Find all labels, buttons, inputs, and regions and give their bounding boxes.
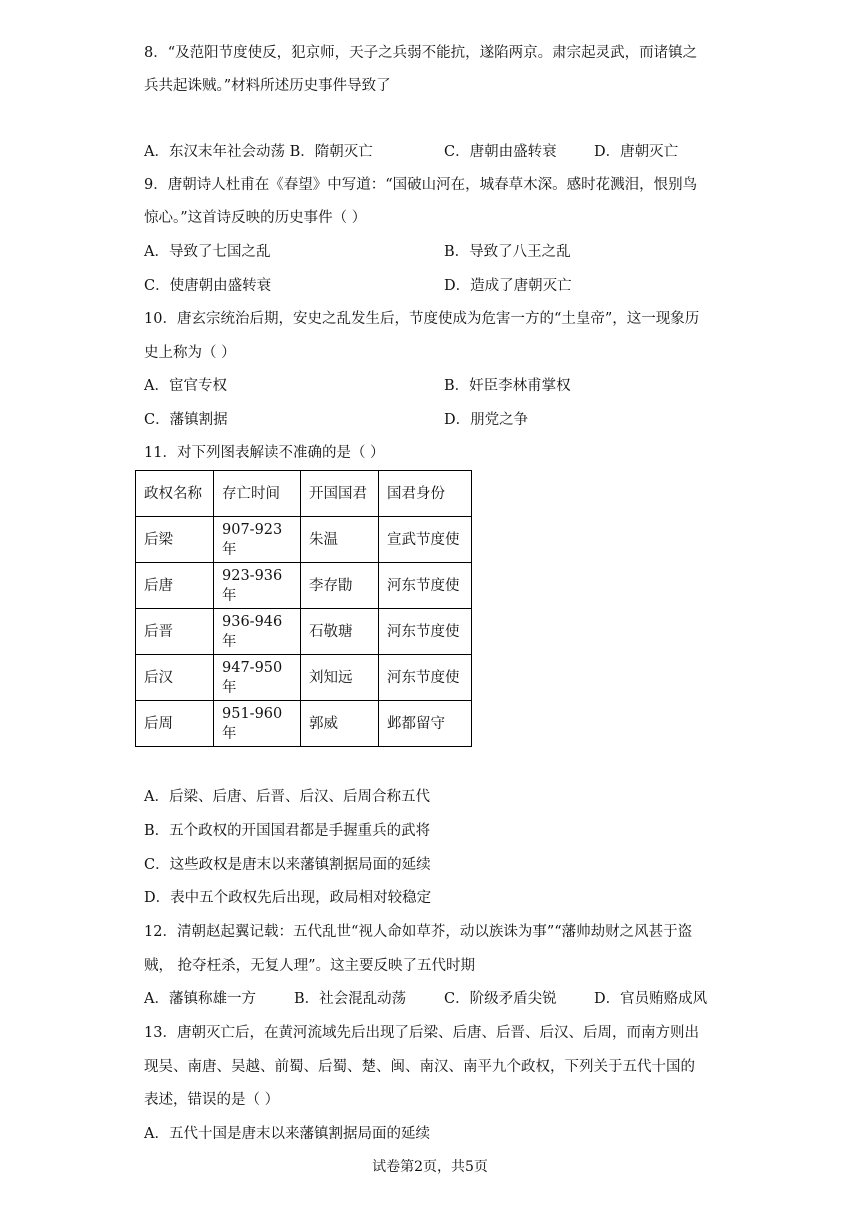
q12-option-b: B．社会混乱动荡 <box>294 991 407 1007</box>
table-cell: 951-960 年 <box>214 701 301 747</box>
q11-option-b: B．五个政权的开国国君都是手握重兵的武将 <box>144 823 431 839</box>
q12-option-a: A．藩镇称雄一方 <box>144 991 256 1007</box>
page-footer: 试卷第2页，共5页 <box>372 1159 488 1175</box>
q11-stem: 11．对下列图表解读不准确的是（ ） <box>144 445 385 461</box>
q10-option-a: A．宦官专权 <box>144 378 227 394</box>
table-cell: 后周 <box>136 701 214 747</box>
table-cell: 刘知远 <box>301 655 379 701</box>
regime-table <box>135 470 472 747</box>
q9-option-d: D．造成了唐朝灭亡 <box>444 278 572 294</box>
q10-option-b: B．奸臣李林甫掌权 <box>444 378 571 394</box>
q8-option-d: D．唐朝灭亡 <box>594 144 679 160</box>
table-header-cell: 政权名称 <box>136 471 214 517</box>
table-cell: 923-936 年 <box>214 563 301 609</box>
table-header-cell: 存亡时间 <box>214 471 301 517</box>
table-cell: 石敬瑭 <box>301 609 379 655</box>
table-header-row <box>136 471 472 517</box>
q9-stem-line2: 惊心。”这首诗反映的历史事件（ ） <box>144 210 367 226</box>
table-header-cell: 国君身份 <box>379 471 472 517</box>
table-cell: 后晋 <box>136 609 214 655</box>
table-row <box>136 655 472 701</box>
q8-option-c: C．唐朝由盛转衰 <box>444 144 557 160</box>
q10-option-d: D．朋党之争 <box>444 412 529 428</box>
q13-stem-line1: 13．唐朝灭亡后，在黄河流域先后出现了后梁、后唐、后晋、后汉、后周，而南方则出 <box>144 1025 699 1041</box>
q12-option-d: D．官员贿赂成风 <box>594 991 708 1007</box>
q9-option-c: C．使唐朝由盛转衰 <box>144 278 272 294</box>
q12-stem-line1: 12．清朝赵起翼记载：五代乱世“视人命如草芥，动以族诛为事”“藩帅劫财之风甚于盗 <box>144 924 693 940</box>
table-cell: 后梁 <box>136 517 214 563</box>
q9-stem-line1: 9．唐朝诗人杜甫在《春望》中写道：“国破山河在，城春草木深。感时花溅泪，恨别鸟 <box>144 177 698 193</box>
q11-option-a: A．后梁、后唐、后晋、后汉、后周合称五代 <box>144 789 430 805</box>
q10-option-c: C．藩镇割据 <box>144 412 228 428</box>
table-cell: 朱温 <box>301 517 379 563</box>
table-cell: 邺都留守 <box>379 701 472 747</box>
q11-option-d: D．表中五个政权先后出现，政局相对较稳定 <box>144 890 432 906</box>
q11-option-c: C．这些政权是唐末以来藩镇割据局面的延续 <box>144 857 431 873</box>
table-header-cell: 开国国君 <box>301 471 379 517</box>
q8-stem-line1: 8．“及范阳节度使反，犯京师，天子之兵弱不能抗，遂陷两京。肃宗起灵武，而诸镇之 <box>144 45 698 61</box>
q10-stem-line2: 史上称为（ ） <box>144 345 236 361</box>
q12-stem-line2: 贼， 抢夺枉杀，无复人理”。这主要反映了五代时期 <box>144 958 476 974</box>
table-cell: 947-950 年 <box>214 655 301 701</box>
table-cell: 936-946 年 <box>214 609 301 655</box>
table-row <box>136 563 472 609</box>
q10-stem-line1: 10．唐玄宗统治后期，安史之乱发生后，节度使成为危害一方的“土皇帝”，这一现象历 <box>144 311 700 327</box>
table-cell: 河东节度使 <box>379 563 472 609</box>
table-cell: 郭威 <box>301 701 379 747</box>
table-row <box>136 701 472 747</box>
table-cell: 河东节度使 <box>379 609 472 655</box>
table-row <box>136 609 472 655</box>
table-cell: 907-923 年 <box>214 517 301 563</box>
q12-option-c: C．阶级矛盾尖锐 <box>444 991 557 1007</box>
table-cell: 宣武节度使 <box>379 517 472 563</box>
q9-option-b: B．导致了八王之乱 <box>444 244 571 260</box>
q8-stem-line2: 兵共起诛贼。”材料所述历史事件导致了 <box>144 78 391 94</box>
table-cell: 李存勖 <box>301 563 379 609</box>
table-cell: 后唐 <box>136 563 214 609</box>
q8-option-ab: A．东汉末年社会动荡 B．隋朝灭亡 <box>144 144 373 160</box>
table-row <box>136 517 472 563</box>
table-cell: 河东节度使 <box>379 655 472 701</box>
q13-stem-line3: 表述，错误的是（ ） <box>144 1092 280 1108</box>
q13-option-a: A．五代十国是唐末以来藩镇割据局面的延续 <box>144 1126 430 1142</box>
q13-stem-line2: 现吴、南唐、吴越、前蜀、后蜀、楚、闽、南汉、南平九个政权，下列关于五代十国的 <box>144 1059 695 1075</box>
q9-option-a: A．导致了七国之乱 <box>144 244 271 260</box>
table-cell: 后汉 <box>136 655 214 701</box>
